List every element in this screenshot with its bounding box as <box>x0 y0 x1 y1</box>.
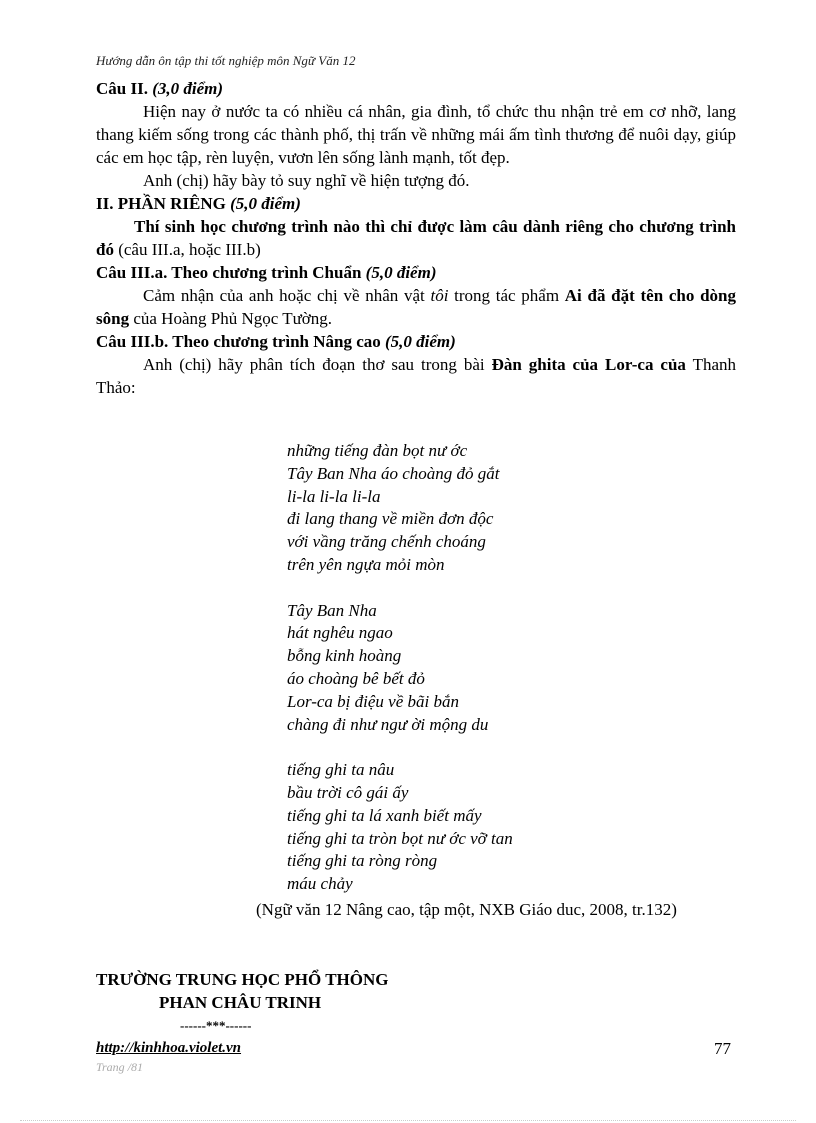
poem-line: tiếng ghi ta ròng ròng <box>287 851 438 871</box>
poem-line: Tây Ban Nha <box>287 600 377 620</box>
poem-line: tiếng ghi ta nâu <box>287 760 395 780</box>
poem-line: máu chảy <box>287 874 353 894</box>
part-2-heading: II. PHẦN RIÊNG (5,0 điểm) <box>96 194 301 213</box>
question-2-paragraph: Hiện nay ở nước ta có nhiều cá nhân, gia đình, tổ chức thu nhận trẻ em cơ nhỡ, lang thang kiếm sống trong các thành phố, thị trấn về những mái ấm tình thương để nuôi dạy, giúp các em học tập, rèn luyện, vươn lên sống lành mạnh, tốt đẹp. <box>96 102 736 167</box>
poem-line: đi lang thang về miền đơn độc <box>287 509 494 529</box>
poem-line: áo choàng bê bết đỏ <box>287 668 425 688</box>
page-counter: Trang /81 <box>96 1060 144 1074</box>
part-2-instruction: Thí sinh học chương trình nào thì chỉ được làm câu dành riêng cho chương trình đó (câu III.a, hoặc III.b) <box>96 217 736 259</box>
poem-line: li-la li-la li-la <box>287 486 381 506</box>
poem-line: trên yên ngựa mỏi mòn <box>287 554 445 574</box>
poem-stanza-2 <box>287 600 513 737</box>
website-link[interactable]: http://kinhhoa.violet.vn <box>96 1040 242 1056</box>
school-name-line-1: TRƯỜNG TRUNG HỌC PHỔ THÔNG <box>96 970 389 989</box>
school-name-line-2: PHAN CHÂU TRINH <box>159 993 322 1012</box>
question-3b-heading: Câu III.b. Theo chương trình Nâng cao (5,0 điểm) <box>96 332 456 351</box>
school-name <box>96 968 389 1014</box>
poem-stanza-3 <box>287 759 513 896</box>
poem-line: bỗng kinh hoàng <box>287 646 402 666</box>
question-3a-heading: Câu III.a. Theo chương trình Chuẩn (5,0 điểm) <box>96 263 437 282</box>
poem-stanza-1 <box>287 440 513 577</box>
poem-line: hát nghêu ngao <box>287 623 393 643</box>
poem-excerpt <box>287 440 513 896</box>
poem-line: chàng đi như ngư ời mộng du <box>287 714 489 734</box>
page-number: 77 <box>714 1039 731 1058</box>
question-2-prompt: Anh (chị) hãy bày tỏ suy nghĩ về hiện tượng đó. <box>143 171 470 190</box>
poem-line: những tiếng đàn bọt nư ớc <box>287 441 468 460</box>
poem-line: với vầng trăng chếnh choáng <box>287 532 486 552</box>
question-2-heading: Câu II. (3,0 điểm) <box>96 79 224 98</box>
poem-line: tiếng ghi ta lá xanh biết mấy <box>287 805 482 825</box>
poem-line: Tây Ban Nha áo choàng đỏ gắt <box>287 463 500 483</box>
poem-line: tiếng ghi ta tròn bọt nư ớc vỡ tan <box>287 828 513 848</box>
question-3a-prompt: Cảm nhận của anh hoặc chị về nhân vật tôi trong tác phẩm Ai đã đặt tên cho dòng sông của Hoàng Phủ Ngọc Tường. <box>96 286 736 328</box>
running-header: Hướng dẫn ôn tập thi tốt nghiệp môn Ngữ Văn 12 <box>96 53 356 68</box>
question-3b-prompt: Anh (chị) hãy phân tích đoạn thơ sau trong bài Đàn ghita của Lor-ca của Thanh Thảo: <box>96 355 737 397</box>
page-bottom-divider <box>20 1120 796 1121</box>
exam-body <box>96 77 736 399</box>
poem-source-citation: (Ngữ văn 12 Nâng cao, tập một, NXB Giáo duc, 2008, tr.132) <box>256 900 677 919</box>
section-divider: ------***------ <box>180 1018 252 1033</box>
poem-line: bầu trời cô gái ấy <box>287 782 409 802</box>
poem-line: Lor-ca bị điệu về bãi bắn <box>287 691 459 711</box>
